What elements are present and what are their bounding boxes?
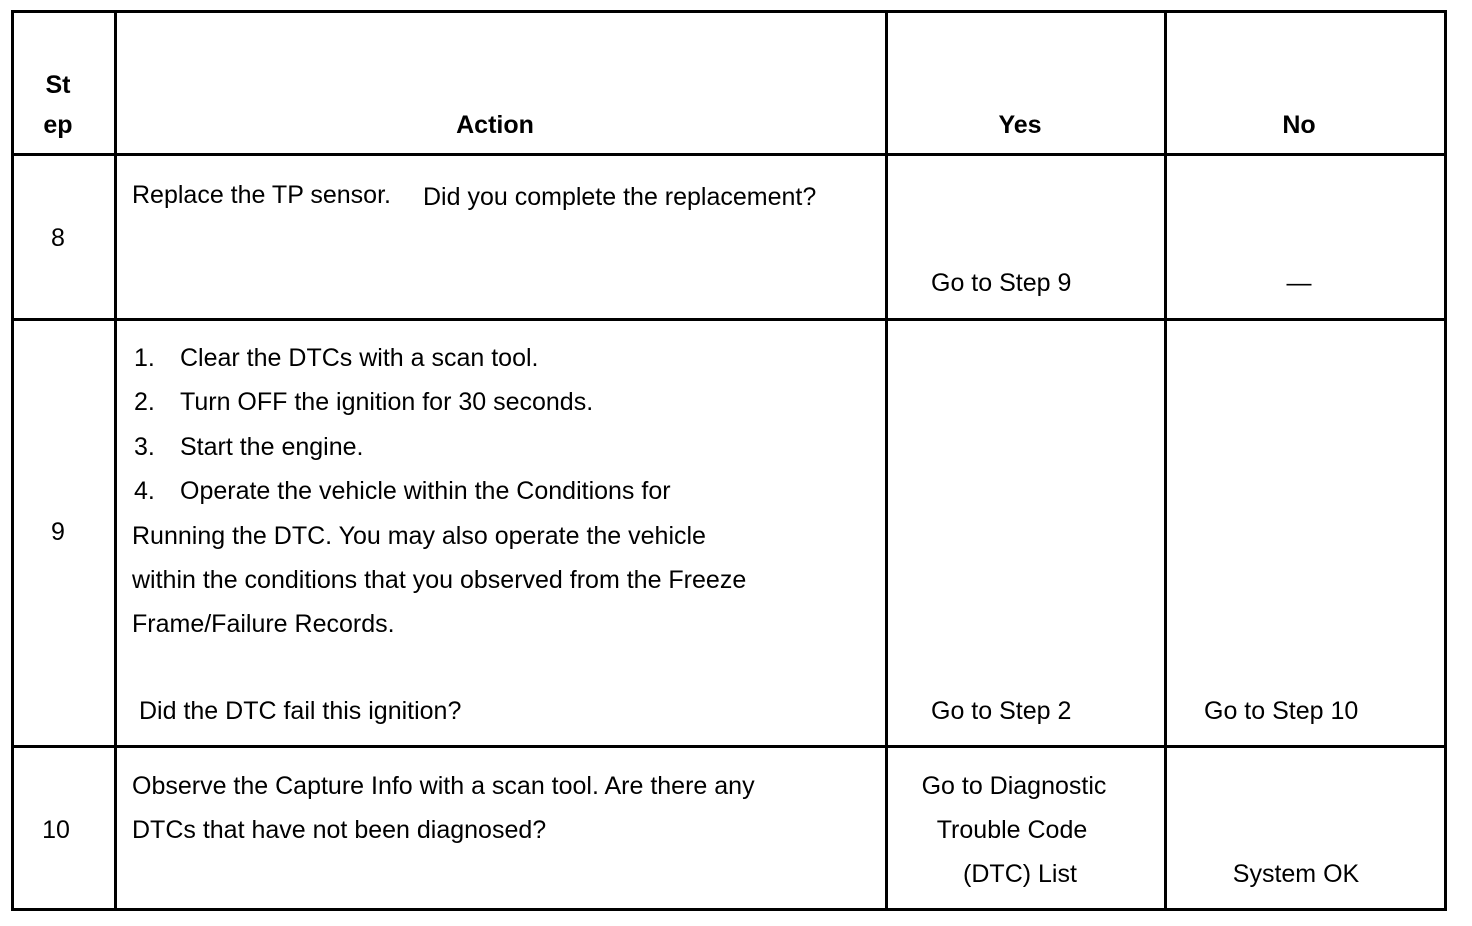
step-9-list-num-1: 1.: [134, 344, 155, 372]
step-8-action-part1: Replace the TP sensor.: [132, 181, 391, 209]
step-9-continuation-2: within the conditions that you observed from the Freeze: [132, 566, 747, 594]
table-border-left: [11, 10, 14, 911]
row-divider-8-9: [11, 318, 1447, 321]
step-10-action-line1: Observe the Capture Info with a scan tool. Are there any: [132, 772, 755, 800]
step-9-yes: Go to Step 2: [931, 697, 1072, 725]
step-10-yes-line3: (DTC) List: [963, 860, 1077, 888]
step-9-list-num-2: 2.: [134, 388, 155, 416]
column-divider-step-action: [114, 10, 117, 911]
step-10-yes-line1: Go to Diagnostic: [921, 772, 1107, 800]
step-9-no: Go to Step 10: [1204, 697, 1359, 725]
step-8-no: —: [1286, 269, 1312, 297]
step-8-yes: Go to Step 9: [931, 269, 1072, 297]
step-8-action-part2: Did you complete the replacement?: [423, 183, 817, 211]
step-9-list-text-4: Operate the vehicle within the Conditions for: [180, 477, 671, 505]
table-border-top: [11, 10, 1447, 13]
step-9-list-text-2: Turn OFF the ignition for 30 seconds.: [180, 388, 594, 416]
step-9-continuation-3: Frame/Failure Records.: [132, 610, 395, 638]
step-9-list-num-4: 4.: [134, 477, 155, 505]
step-9-list-num-3: 3.: [134, 433, 155, 461]
step-8-number: 8: [51, 224, 65, 252]
header-yes: Yes: [998, 111, 1042, 139]
step-10-number: 10: [42, 816, 70, 844]
step-9-list-text-3: Start the engine.: [180, 433, 364, 461]
step-9-question: Did the DTC fail this ignition?: [139, 697, 462, 725]
column-divider-yes-no: [1164, 10, 1167, 911]
table-border-bottom: [11, 908, 1447, 911]
header-divider: [11, 153, 1447, 156]
row-divider-9-10: [11, 745, 1447, 748]
step-9-continuation-1: Running the DTC. You may also operate the vehicle: [132, 522, 706, 550]
step-10-no: System OK: [1232, 860, 1360, 888]
header-action: Action: [456, 111, 534, 139]
step-10-action-line2: DTCs that have not been diagnosed?: [132, 816, 547, 844]
table-border-right: [1444, 10, 1447, 911]
step-9-list-text-1: Clear the DTCs with a scan tool.: [180, 344, 539, 372]
header-no: No: [1282, 111, 1316, 139]
step-10-yes-line2: Trouble Code: [936, 816, 1088, 844]
header-step-line2: ep: [43, 111, 73, 139]
step-9-number: 9: [51, 518, 65, 546]
header-step-line1: St: [45, 71, 71, 99]
